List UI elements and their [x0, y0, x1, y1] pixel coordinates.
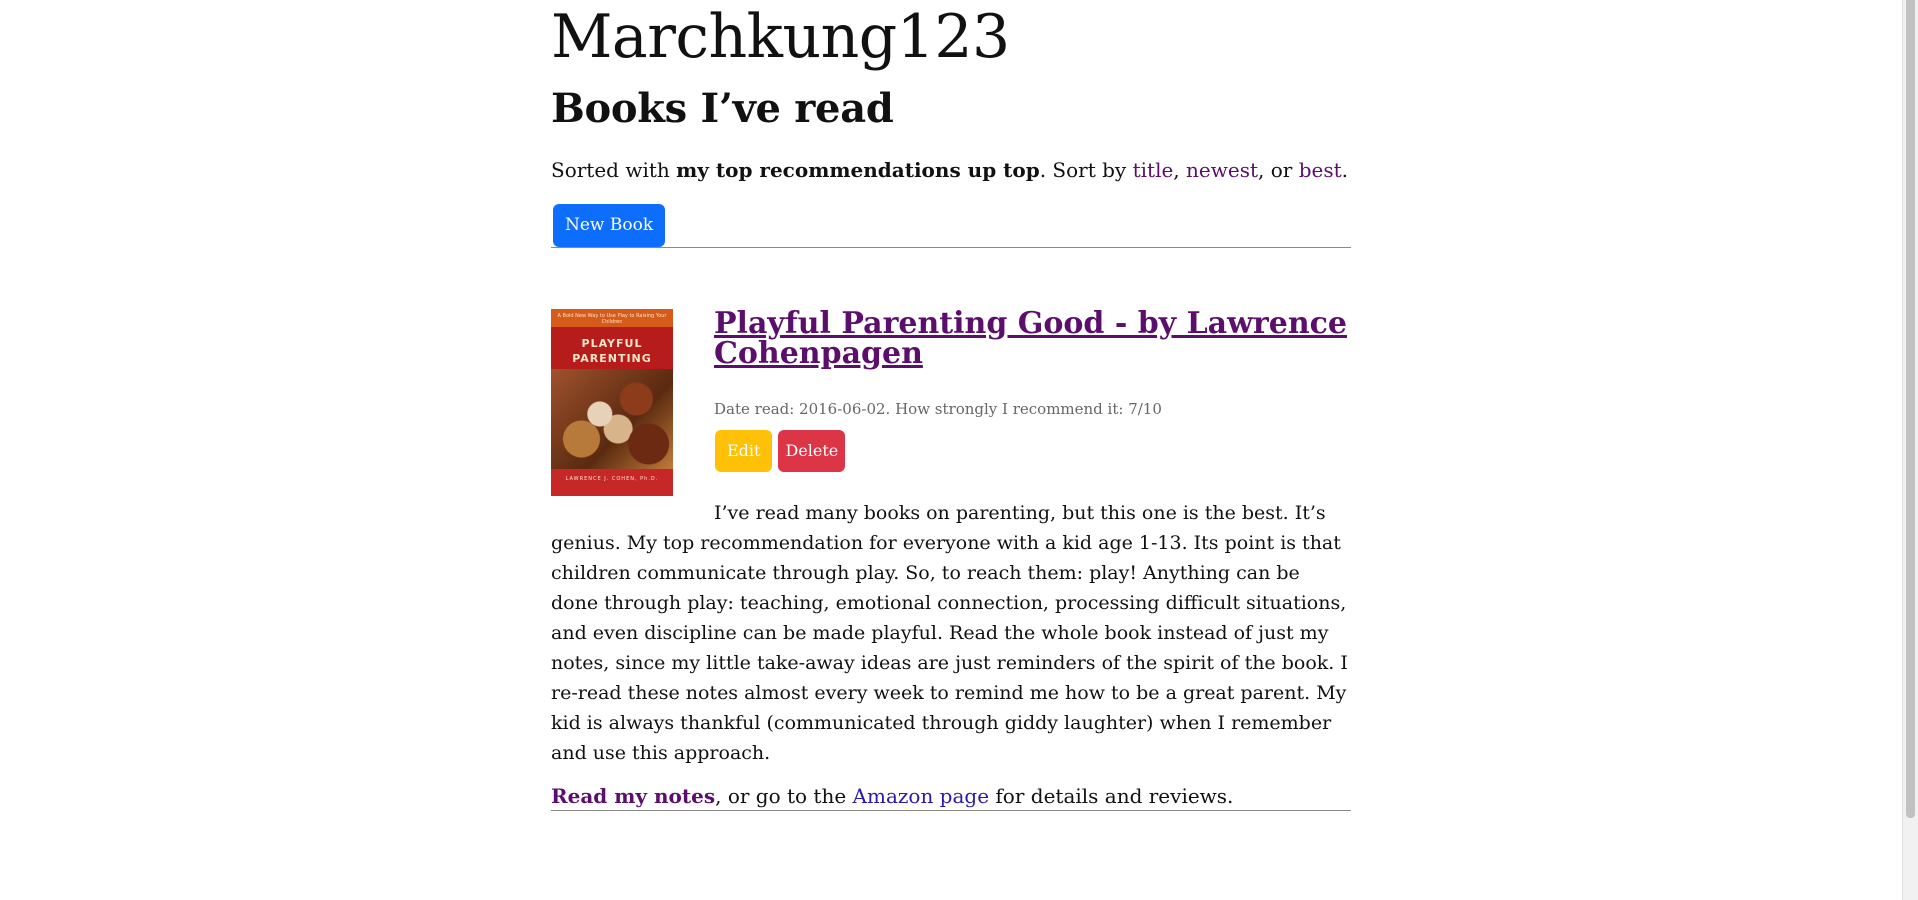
- scrollbar-thumb[interactable]: [1906, 0, 1915, 818]
- cover-title-line: PARENTING: [572, 351, 652, 365]
- links-middle-text: , or go to the: [715, 783, 853, 808]
- cover-title: [551, 337, 673, 367]
- sort-suffix: .: [1341, 158, 1348, 182]
- book-summary: I’ve read many books on parenting, but this one is the best. It’s genius. My top recommendation for everyone with a kid age 1-13. Its point is that children communicate through play. So, to reach them: play! Anything can be done through play: teaching, emotional connection, processing difficult situations, and even discipline can be made playful. Read the whole book instead of just my notes, since my little take-away ideas are just reminders of the spirit of the book. I re-read these notes almost every week to remind me how to be a great parent. My kid is always thankful (communicated through giddy laughter) when I remember and use this approach.: [551, 501, 1348, 764]
- read-notes-link[interactable]: Read my notes: [551, 783, 716, 808]
- book-links: [551, 782, 1351, 810]
- book-cover-image[interactable]: [551, 309, 673, 496]
- sort-by-best-link[interactable]: best: [1298, 158, 1342, 182]
- site-title: Marchkung123: [551, 2, 1010, 72]
- divider: [551, 810, 1351, 811]
- cover-author: LAWRENCE J. COHEN, Ph.D.: [565, 476, 659, 482]
- sort-separator: ,: [1173, 158, 1187, 182]
- book-entry: [551, 306, 1351, 810]
- sort-by-newest-link[interactable]: newest: [1186, 158, 1258, 182]
- sort-prefix: Sorted with: [551, 158, 677, 182]
- book-meta: Date read: 2016-06-02. How strongly I recommend it: 7/10: [714, 400, 1162, 418]
- sort-middle: . Sort by: [1039, 158, 1133, 182]
- sort-description: [551, 156, 1351, 184]
- sort-separator: , or: [1258, 158, 1299, 182]
- divider: [551, 247, 1351, 248]
- cover-photo: [551, 369, 673, 469]
- page-content: [551, 0, 1351, 811]
- edit-button[interactable]: Edit: [715, 430, 772, 472]
- cover-bottom-band: [551, 469, 673, 496]
- amazon-page-link[interactable]: Amazon page: [852, 783, 990, 808]
- vertical-scrollbar[interactable]: [1902, 0, 1918, 900]
- page-title: Books I’ve read: [551, 85, 894, 132]
- book-title-link[interactable]: Playful Parenting Good - by Lawrence Cohenpagen: [714, 306, 1347, 371]
- cover-title-line: PLAYFUL: [581, 337, 643, 350]
- new-book-button[interactable]: New Book: [553, 204, 665, 247]
- cover-tagline: A Bold New Way to Use Play to Raising Your Children: [557, 313, 667, 325]
- current-sort: my top recommendations up top: [676, 158, 1040, 182]
- delete-button[interactable]: Delete: [778, 430, 845, 472]
- sort-by-title-link[interactable]: title: [1132, 158, 1174, 182]
- links-suffix-text: for details and reviews.: [989, 783, 1234, 808]
